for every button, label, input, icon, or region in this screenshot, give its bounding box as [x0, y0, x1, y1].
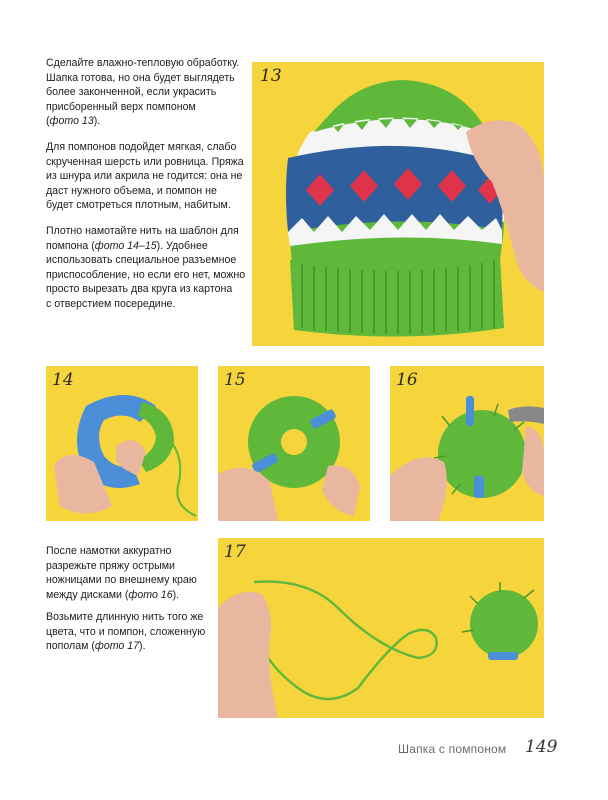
text-line: из шнура или акрила не годится: она не: [46, 170, 243, 183]
text-line: После намотки аккуратно: [46, 545, 172, 557]
text-line: пополам (фото 17).: [46, 640, 146, 653]
text-line: с отверстием посередине.: [46, 297, 176, 310]
photo-reference: фото 14–15: [94, 239, 157, 252]
text-line: присборенный верх помпоном: [46, 100, 196, 113]
text-line: Сделайте влажно-тепловую обработку.: [46, 57, 240, 69]
paragraph-heat-treatment: [46, 56, 239, 129]
running-title: Шапка с помпоном: [398, 742, 507, 756]
text-line: разрежьте пряжу острыми: [46, 559, 175, 572]
photo-number: 15: [224, 370, 246, 390]
text-line: ножницами по внешнему краю: [46, 574, 197, 587]
tying-thread-illustration: [218, 538, 544, 718]
paragraph-tying: [46, 610, 205, 654]
photo-17-tying-thread: [218, 538, 544, 718]
text-line: помпона (фото 14–15). Удобнее: [46, 239, 208, 252]
photo-reference: фото 13: [49, 115, 94, 128]
paragraph-cutting: [46, 544, 197, 602]
photo-13-finished-hat: [252, 62, 544, 346]
text-line: просто вырезать два круга из картона: [46, 283, 233, 296]
text-line: приспособление, но если его нет, можно: [46, 268, 246, 281]
paragraph-yarn-choice: [46, 140, 244, 213]
page-number: 149: [525, 737, 558, 757]
text-line: даст нужного объема, и помпон не: [46, 184, 217, 197]
photo-number: 17: [224, 542, 246, 562]
text-line: между дисками (фото 16).: [46, 588, 180, 601]
text-line: цвета, что и помпон, сложенную: [46, 625, 206, 638]
photo-number: 13: [260, 66, 282, 86]
photo-number: 16: [396, 370, 418, 390]
text-line: Возьмите длинную нить того же: [46, 611, 204, 623]
photo-14-pompom-maker: [46, 366, 198, 521]
text-line: использовать специальное разъемное: [46, 254, 237, 267]
text-line: скрученная шерсть или ровница. Пряжа: [46, 155, 244, 168]
text-line: Для помпонов подойдет мягкая, слабо: [46, 141, 237, 153]
photo-reference: фото 16: [128, 588, 173, 601]
text-line: (фото 13).: [46, 115, 101, 128]
text-line: будет смотреться плотным, набитым.: [46, 199, 231, 212]
photo-16-cutting-yarn: [390, 366, 544, 521]
hat-illustration: [252, 62, 544, 346]
photo-reference: фото 17: [94, 640, 140, 653]
photo-number: 14: [52, 370, 74, 390]
text-line: Плотно намотайте нить на шаблон для: [46, 225, 239, 237]
text-line: Шапка готова, но она будет выглядеть: [46, 71, 235, 84]
paragraph-winding: [46, 224, 245, 312]
text-line: более законченной, если украсить: [46, 86, 217, 99]
photo-15-wound-pompom: [218, 366, 370, 521]
